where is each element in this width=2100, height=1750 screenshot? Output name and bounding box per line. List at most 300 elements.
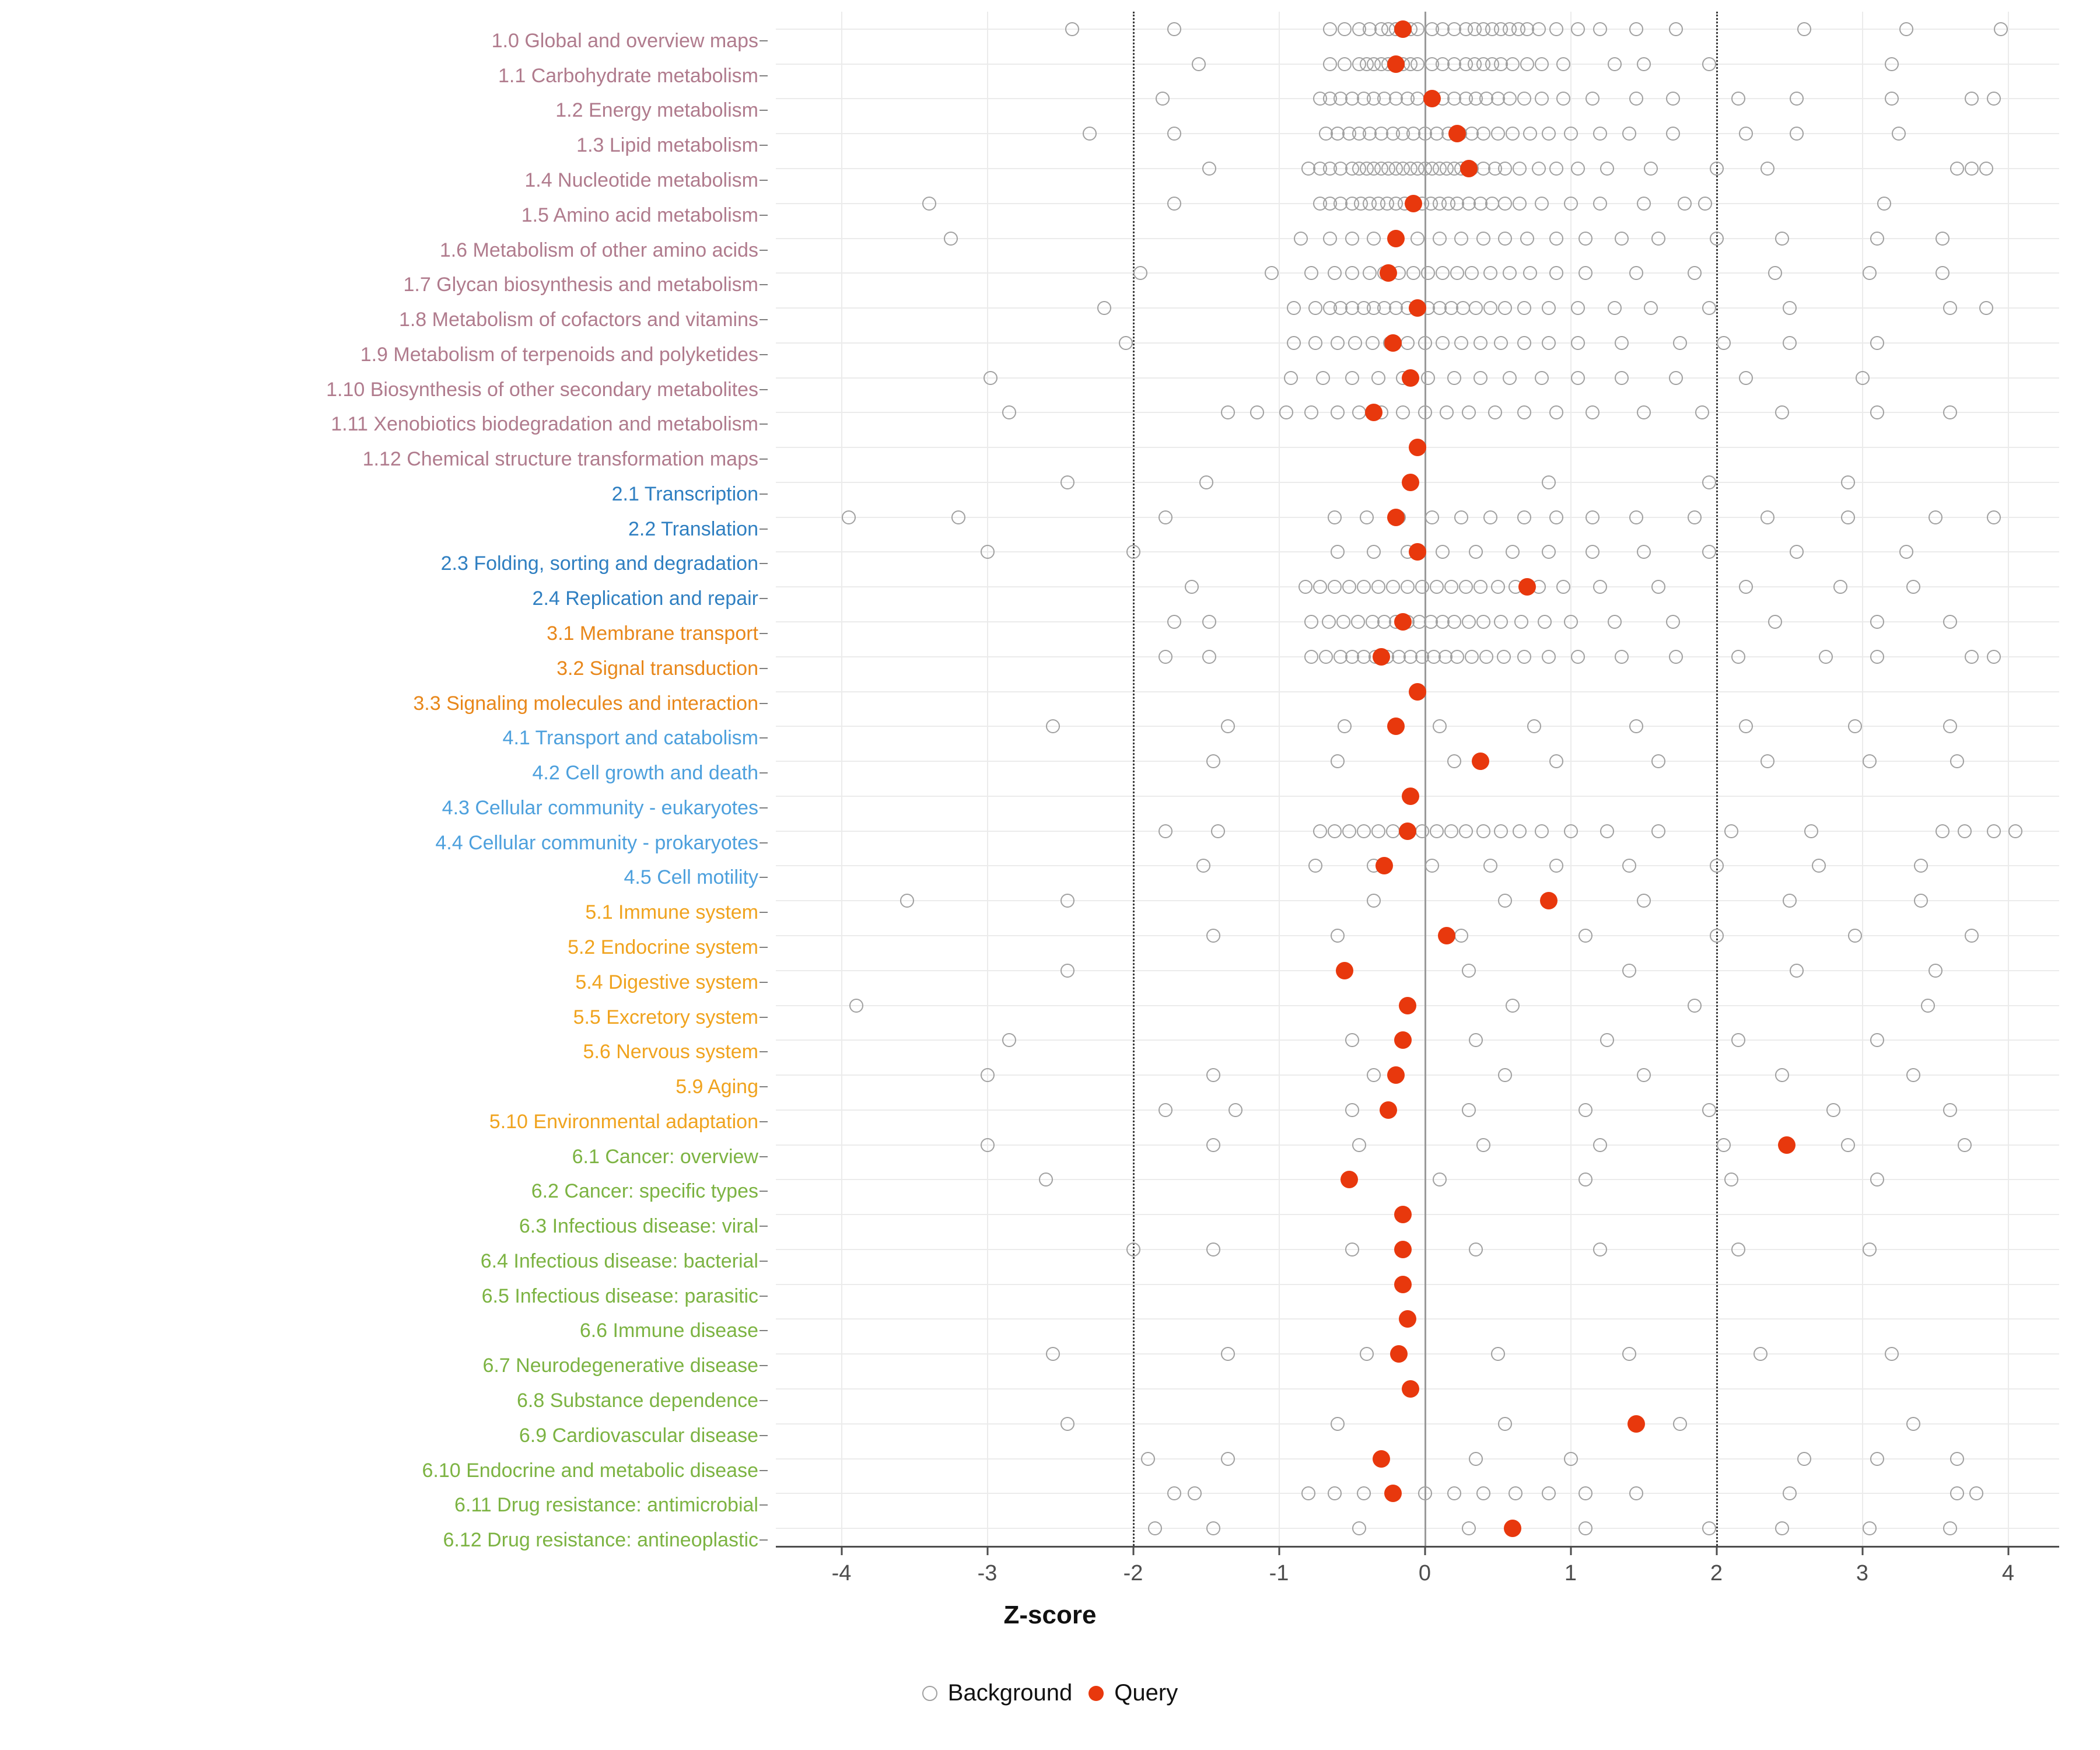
category-label: 1.1 Carbohydrate metabolism (498, 64, 758, 87)
category-tick (760, 424, 768, 425)
background-point (1433, 232, 1447, 246)
background-point (1469, 545, 1483, 559)
background-point (842, 510, 856, 524)
background-point (1415, 824, 1429, 838)
background-point (1571, 336, 1585, 350)
background-point (984, 371, 998, 385)
query-point (1387, 230, 1405, 247)
background-point (1316, 371, 1330, 385)
background-point (1877, 197, 1891, 211)
background-point (1586, 92, 1600, 106)
background-point (1520, 232, 1534, 246)
background-point (1287, 301, 1301, 315)
background-point (1430, 824, 1444, 838)
background-point (1578, 1521, 1592, 1535)
background-point (1410, 57, 1424, 71)
background-point (1841, 510, 1855, 524)
query-point (1409, 683, 1426, 701)
background-point (1578, 266, 1592, 280)
background-point (1287, 336, 1301, 350)
background-point (1476, 615, 1490, 629)
background-point (1328, 580, 1342, 594)
background-point (1202, 162, 1216, 176)
background-point (1342, 824, 1356, 838)
category-label: 6.11 Drug resistance: antimicrobial (454, 1494, 758, 1517)
query-point (1387, 509, 1405, 526)
background-point (1637, 405, 1651, 419)
gridline-horizontal (776, 1284, 2059, 1285)
background-point (1523, 127, 1537, 141)
background-point (1885, 57, 1899, 71)
background-point (1965, 929, 1979, 943)
background-point (1338, 22, 1352, 36)
background-point (1739, 580, 1753, 594)
background-point (1826, 1103, 1840, 1117)
background-point (1447, 615, 1461, 629)
background-point (1459, 824, 1473, 838)
background-point (1950, 1486, 1964, 1500)
category-tick (760, 250, 768, 251)
background-point (1710, 162, 1724, 176)
background-point (1586, 545, 1600, 559)
category-label: 6.3 Infectious disease: viral (519, 1215, 758, 1238)
background-point (1556, 57, 1570, 71)
background-point (1527, 719, 1541, 733)
background-point (1666, 92, 1680, 106)
x-tick (2007, 1546, 2009, 1555)
background-point (1156, 92, 1170, 106)
background-point (1688, 510, 1702, 524)
category-label: 5.1 Immune system (585, 901, 758, 924)
background-point (1371, 580, 1385, 594)
background-point (1462, 405, 1476, 419)
background-point (1731, 650, 1745, 664)
category-label: 3.1 Membrane transport (547, 622, 758, 645)
background-point (1666, 615, 1680, 629)
background-point (1943, 1521, 1957, 1535)
x-axis-line (776, 1546, 2059, 1548)
background-point (1133, 266, 1147, 280)
background-point (1870, 232, 1884, 246)
category-tick (760, 180, 768, 181)
background-point (1454, 929, 1468, 943)
background-point (1870, 336, 1884, 350)
background-point (1192, 57, 1206, 71)
background-point (1702, 57, 1716, 71)
background-point (1987, 650, 2001, 664)
background-point (1498, 232, 1512, 246)
background-point (1338, 57, 1352, 71)
x-tick (841, 1546, 842, 1555)
category-label: 6.1 Cancer: overview (572, 1145, 758, 1168)
background-point (1352, 1138, 1366, 1152)
background-point (1469, 301, 1483, 315)
background-point (1513, 162, 1527, 176)
background-point (1462, 1103, 1476, 1117)
background-point (1498, 894, 1512, 908)
background-point (1497, 650, 1511, 664)
category-tick (760, 912, 768, 913)
background-point (1425, 859, 1439, 873)
background-point (1211, 824, 1225, 838)
background-point (1517, 510, 1531, 524)
x-tick (1278, 1546, 1280, 1555)
background-point (1506, 545, 1520, 559)
query-point (1340, 1171, 1358, 1188)
background-point (1418, 336, 1432, 350)
background-point (1965, 162, 1979, 176)
background-point (1436, 336, 1450, 350)
gridline-vertical (841, 12, 842, 1546)
background-point (1622, 1347, 1636, 1361)
background-point (1571, 650, 1585, 664)
background-point (1731, 1242, 1745, 1256)
background-point (1885, 1347, 1899, 1361)
background-point (981, 1138, 995, 1152)
background-point (1943, 615, 1957, 629)
gridline-horizontal (776, 517, 2059, 518)
background-point (1345, 1103, 1359, 1117)
background-point (1331, 929, 1345, 943)
background-point (1294, 232, 1308, 246)
category-tick (760, 1435, 768, 1436)
category-tick (760, 982, 768, 983)
background-point (1308, 859, 1322, 873)
background-point (1629, 510, 1643, 524)
background-point (1783, 336, 1797, 350)
background-point (1669, 650, 1683, 664)
background-point (1622, 859, 1636, 873)
filled-circle-icon (1088, 1686, 1104, 1701)
background-point (1987, 824, 2001, 838)
background-point (1206, 929, 1220, 943)
query-point (1365, 404, 1382, 421)
category-label: 1.11 Xenobiotics biodegradation and metabolism (331, 413, 758, 436)
category-tick (760, 528, 768, 530)
category-tick (760, 40, 768, 41)
background-point (1754, 1347, 1768, 1361)
background-point (981, 1068, 995, 1082)
background-point (1498, 197, 1512, 211)
category-label: 1.0 Global and overview maps (491, 29, 758, 52)
background-point (1542, 301, 1556, 315)
background-point (1629, 1486, 1643, 1500)
background-point (1702, 545, 1716, 559)
query-point (1409, 439, 1426, 456)
background-point (1899, 545, 1913, 559)
background-point (1892, 127, 1906, 141)
category-label: 4.1 Transport and catabolism (502, 727, 758, 750)
background-point (1549, 266, 1563, 280)
background-point (1410, 22, 1424, 36)
background-point (1228, 1103, 1242, 1117)
background-point (1979, 162, 1993, 176)
background-point (1688, 999, 1702, 1013)
background-point (1517, 650, 1531, 664)
background-point (1848, 929, 1862, 943)
background-point (1367, 232, 1381, 246)
query-point (1373, 648, 1390, 666)
x-axis-title: Z-score (1003, 1601, 1097, 1629)
background-point (1698, 197, 1712, 211)
category-label: 3.2 Signal transduction (556, 657, 758, 680)
category-label: 5.9 Aging (676, 1076, 758, 1098)
background-point (1450, 266, 1464, 280)
background-point (1328, 824, 1342, 838)
background-point (1532, 22, 1546, 36)
background-point (1188, 1486, 1202, 1500)
background-point (1710, 859, 1724, 873)
background-point (1345, 371, 1359, 385)
category-label: 1.3 Lipid metabolism (576, 134, 758, 157)
background-point (1046, 1347, 1060, 1361)
query-point (1336, 962, 1353, 979)
category-tick (760, 215, 768, 216)
background-point (1542, 545, 1556, 559)
gridline-horizontal (776, 1423, 2059, 1424)
category-label: 2.4 Replication and repair (532, 587, 758, 610)
category-tick (760, 75, 768, 76)
background-point (1331, 545, 1345, 559)
background-point (1323, 57, 1337, 71)
category-tick (760, 703, 768, 704)
category-tick (760, 459, 768, 460)
background-point (1812, 859, 1826, 873)
background-point (1731, 1033, 1745, 1047)
background-point (1717, 336, 1731, 350)
background-point (1401, 580, 1415, 594)
background-point (1629, 266, 1643, 280)
category-tick (760, 1121, 768, 1122)
background-point (1870, 405, 1884, 419)
background-point (1083, 127, 1097, 141)
background-point (1783, 301, 1797, 315)
background-point (1002, 405, 1016, 419)
background-point (1498, 1417, 1512, 1431)
background-point (1494, 824, 1508, 838)
background-point (1357, 580, 1371, 594)
gridline-horizontal (776, 970, 2059, 971)
background-point (1221, 1452, 1235, 1466)
background-point (1593, 197, 1607, 211)
gridline-horizontal (776, 1214, 2059, 1215)
background-point (1060, 475, 1074, 489)
category-label: 1.7 Glycan biosynthesis and metabolism (403, 274, 758, 296)
category-label: 4.5 Cell motility (624, 866, 758, 889)
category-tick (760, 1470, 768, 1471)
background-point (1401, 336, 1415, 350)
background-point (1202, 615, 1216, 629)
query-point (1402, 369, 1419, 387)
background-point (1483, 301, 1497, 315)
background-point (1514, 615, 1528, 629)
background-point (1637, 545, 1651, 559)
background-point (1444, 824, 1458, 838)
background-point (1841, 475, 1855, 489)
background-point (1571, 371, 1585, 385)
background-point (1535, 57, 1549, 71)
reference-line-threshold (1133, 12, 1135, 1546)
background-point (1491, 580, 1505, 594)
background-point (1328, 1486, 1342, 1500)
background-point (1060, 1417, 1074, 1431)
background-point (1386, 824, 1400, 838)
background-point (1167, 127, 1181, 141)
background-point (1710, 232, 1724, 246)
background-point (1870, 650, 1884, 664)
query-point (1778, 1136, 1796, 1154)
background-point (1929, 964, 1943, 978)
category-tick (760, 1086, 768, 1087)
background-point (1469, 1033, 1483, 1047)
background-point (1899, 22, 1913, 36)
background-point (1549, 859, 1563, 873)
background-point (1775, 1521, 1789, 1535)
background-point (1600, 162, 1614, 176)
background-point (1456, 301, 1470, 315)
background-point (1987, 510, 2001, 524)
query-point (1399, 997, 1416, 1014)
background-point (1578, 232, 1592, 246)
background-point (1338, 719, 1352, 733)
background-point (1126, 545, 1140, 559)
background-point (951, 510, 965, 524)
background-point (1629, 22, 1643, 36)
background-point (1760, 510, 1774, 524)
gridline-vertical (1279, 12, 1280, 1546)
background-point (1965, 92, 1979, 106)
background-point (1279, 405, 1293, 419)
background-point (1637, 1068, 1651, 1082)
background-point (1474, 580, 1488, 594)
background-point (1301, 1486, 1315, 1500)
background-point (1969, 1486, 1983, 1500)
background-point (1345, 1242, 1359, 1256)
background-point (1308, 336, 1322, 350)
x-tick (1716, 1546, 1717, 1555)
gridline-horizontal (776, 1005, 2059, 1006)
background-point (1328, 266, 1342, 280)
category-label: 4.4 Cellular community - prokaryotes (435, 831, 758, 854)
background-point (1775, 232, 1789, 246)
background-point (1615, 336, 1629, 350)
query-point (1460, 160, 1478, 177)
background-point (1804, 824, 1818, 838)
query-point (1399, 1310, 1416, 1328)
category-label: 6.2 Cancer: specific types (531, 1180, 758, 1203)
query-point (1387, 1066, 1405, 1084)
background-point (1538, 615, 1552, 629)
background-point (1250, 405, 1264, 419)
x-tick-label: 4 (2001, 1561, 2015, 1586)
background-point (1415, 580, 1429, 594)
background-point (1367, 894, 1381, 908)
background-point (849, 999, 863, 1013)
category-label: 5.4 Digestive system (575, 971, 758, 993)
background-point (1450, 650, 1464, 664)
background-point (1221, 405, 1235, 419)
background-point (1367, 1068, 1381, 1082)
background-point (1206, 1138, 1220, 1152)
background-point (1469, 1452, 1483, 1466)
background-point (1739, 371, 1753, 385)
query-point (1394, 1276, 1412, 1293)
gridline-vertical (1862, 12, 1863, 1546)
category-label: 6.7 Neurodegenerative disease (482, 1354, 758, 1377)
background-point (1406, 266, 1420, 280)
background-point (1508, 1486, 1522, 1500)
background-point (1571, 22, 1585, 36)
gridline-horizontal (776, 935, 2059, 936)
background-point (1517, 405, 1531, 419)
background-point (1863, 1521, 1877, 1535)
query-point (1380, 264, 1397, 282)
background-point (1465, 650, 1479, 664)
background-point (1542, 336, 1556, 350)
query-point (1390, 1345, 1408, 1363)
background-point (1304, 266, 1318, 280)
query-point (1376, 857, 1393, 874)
legend-label-background: Background (947, 1680, 1073, 1706)
legend (0, 1680, 2100, 1706)
background-point (1488, 405, 1502, 419)
background-point (1622, 127, 1636, 141)
background-point (1454, 232, 1468, 246)
category-tick (760, 633, 768, 634)
background-point (1593, 580, 1607, 594)
background-point (1465, 266, 1479, 280)
category-tick (760, 563, 768, 564)
query-point (1399, 822, 1416, 840)
query-point (1384, 334, 1402, 352)
background-point (1167, 615, 1181, 629)
background-point (1593, 127, 1607, 141)
background-point (1564, 824, 1578, 838)
background-point (1167, 22, 1181, 36)
background-point (1498, 1068, 1512, 1082)
background-point (1491, 1347, 1505, 1361)
category-tick (760, 494, 768, 495)
background-point (1313, 824, 1327, 838)
category-label: 1.6 Metabolism of other amino acids (439, 239, 758, 261)
background-point (1532, 162, 1546, 176)
background-point (1523, 266, 1537, 280)
category-tick (760, 598, 768, 599)
background-point (1298, 580, 1312, 594)
category-tick (760, 1296, 768, 1297)
background-point (1167, 1486, 1181, 1500)
background-point (1158, 1103, 1172, 1117)
category-tick (760, 947, 768, 948)
query-point (1380, 1101, 1397, 1119)
category-label: 6.6 Immune disease (579, 1320, 758, 1342)
background-point (1542, 1486, 1556, 1500)
background-point (1469, 1242, 1483, 1256)
background-point (1710, 929, 1724, 943)
background-point (1797, 22, 1811, 36)
background-point (1342, 580, 1356, 594)
background-point (1593, 1242, 1607, 1256)
background-point (1328, 510, 1342, 524)
background-point (1485, 197, 1499, 211)
category-label: 2.3 Folding, sorting and degradation (440, 552, 758, 575)
background-point (1119, 336, 1133, 350)
category-label: 6.9 Cardiovascular disease (519, 1424, 758, 1447)
x-tick-label: -4 (831, 1561, 852, 1586)
background-point (1430, 580, 1444, 594)
background-point (1494, 336, 1508, 350)
background-point (1768, 615, 1782, 629)
